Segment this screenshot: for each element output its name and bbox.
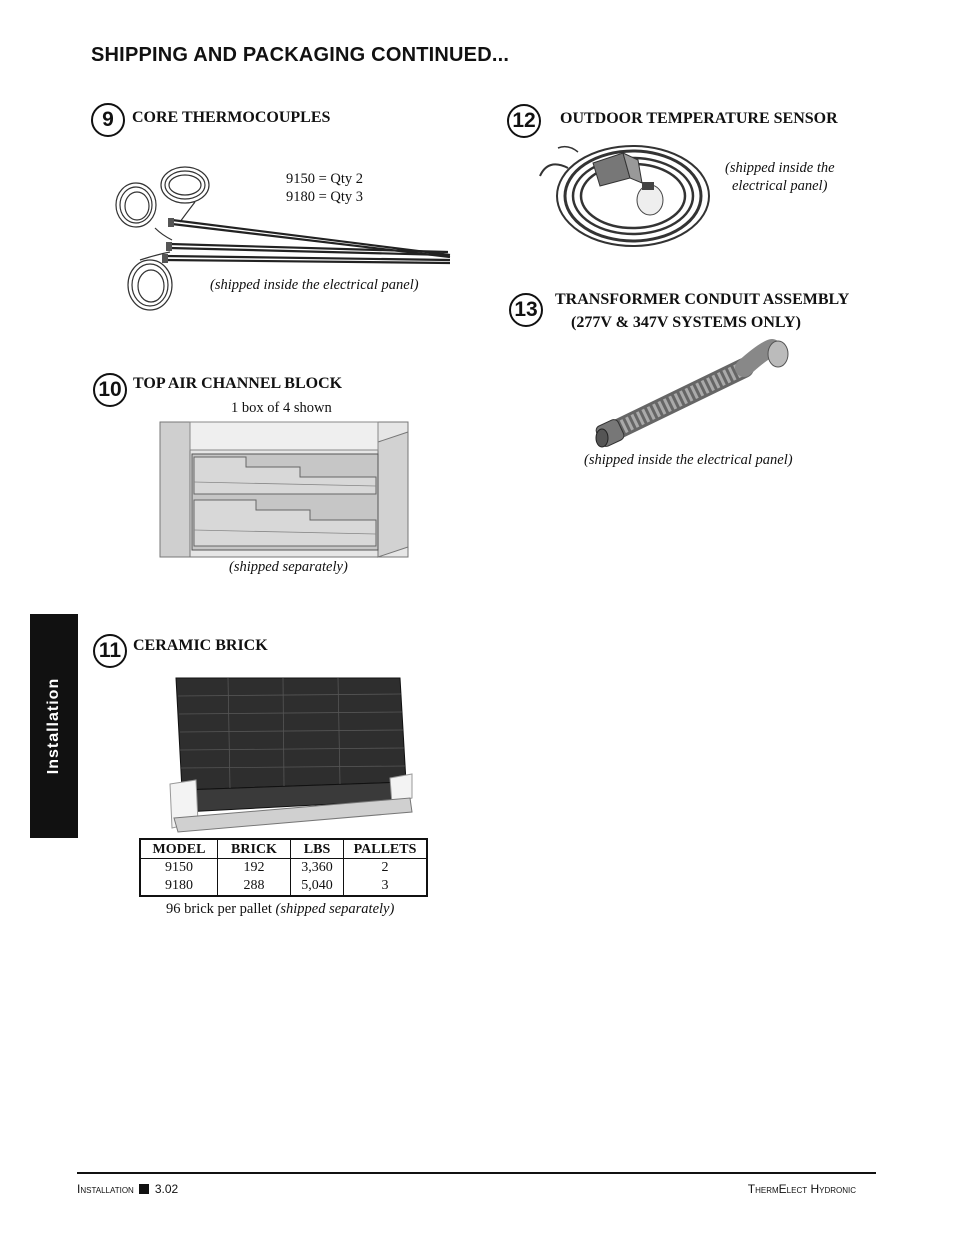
ceramic-brick-image [168,672,413,834]
note-shipped-separately: (shipped separately) [275,901,395,917]
table-cell: 5,040 [291,877,344,896]
note-brick-per-pallet: 96 brick per pallet [166,901,272,917]
thermocouples-image [110,160,460,320]
item-number-11: 11 [93,634,127,668]
note-thermocouples: (shipped inside the electrical panel) [210,277,419,293]
side-tab-label: Installation [45,677,63,775]
table-header: BRICK [218,839,291,859]
table-row [140,859,427,878]
item-heading-core-thermocouples: CORE THERMOCOUPLES [132,109,331,126]
page-title: SHIPPING AND PACKAGING CONTINUED... [91,44,510,66]
item-heading-transformer-conduit-assembly: TRANSFORMER CONDUIT ASSEMBLY [555,291,850,308]
footer-left [77,1182,178,1196]
table-cell: 2 [344,859,428,878]
item-number-9: 9 [91,103,125,137]
table-header: LBS [291,839,344,859]
item-number-12: 12 [507,104,541,138]
box-count: 1 box of 4 shown [231,400,332,416]
note-sensor-line1: (shipped inside the [725,160,835,176]
table-cell: 192 [218,859,291,878]
item-number-13: 13 [509,293,543,327]
table-cell: 9180 [165,878,193,893]
note-conduit: (shipped inside the electrical panel) [584,452,793,468]
item-heading-top-air-channel-block: TOP AIR CHANNEL BLOCK [133,375,343,392]
item-heading-ceramic-brick: CERAMIC BRICK [133,637,268,654]
square-bullet-icon [139,1184,149,1194]
footer-divider [77,1172,876,1174]
item-heading-outdoor-temperature-sensor: OUTDOOR TEMPERATURE SENSOR [560,110,838,127]
note-ceramic-brick [166,901,394,918]
qty-9150: 9150 = Qty 2 [286,171,364,187]
table-cell: 9150 [165,860,193,875]
temperature-sensor-image [538,138,718,248]
brick-table [139,838,428,897]
footer-right: ThermElect Hydronic [747,1182,856,1196]
air-channel-block-image [160,422,410,558]
qty-9180: 9180 = Qty 3 [286,189,364,205]
table-header: PALLETS [344,839,428,859]
table-cell: 3,360 [291,859,344,878]
item-subheading-systems: (277V & 347V SYSTEMS ONLY) [571,314,801,331]
table-header: MODEL [140,839,218,859]
table-cell: 3 [344,877,428,896]
conduit-assembly-image [594,340,799,450]
footer-page-number: 3.02 [154,1182,179,1196]
note-sensor-line2: electrical panel) [732,178,828,194]
table-row [140,877,427,896]
footer-section: Installation [77,1182,134,1196]
note-air-channel: (shipped separately) [229,559,348,575]
table-cell: 288 [218,877,291,896]
item-number-10: 10 [93,373,127,407]
